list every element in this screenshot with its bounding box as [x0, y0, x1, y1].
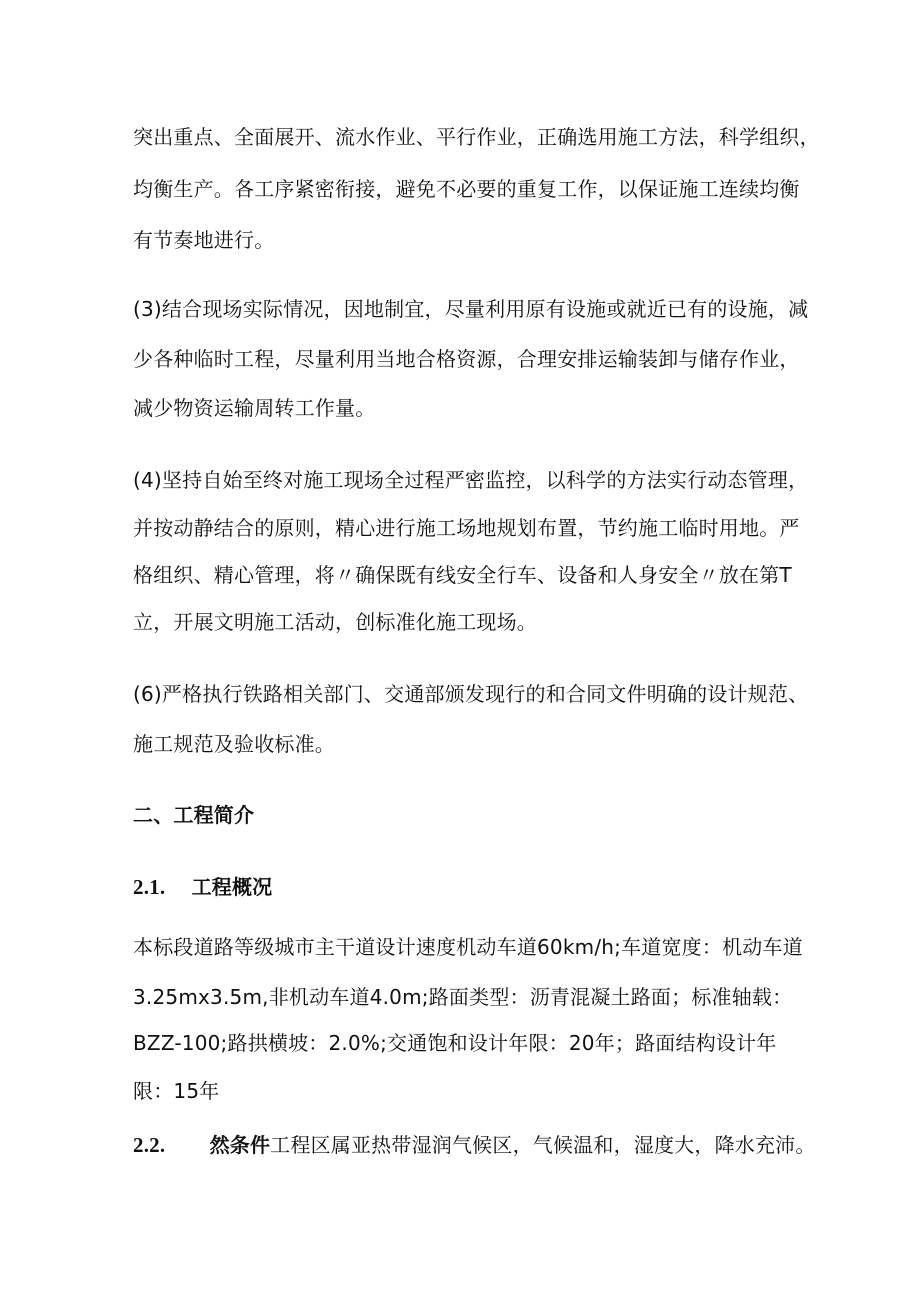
- paragraph-6-line: (6)严格执行铁路相关部门、交通部颁发现行的和合同文件明确的设计规范、: [133, 682, 809, 706]
- section-2-1-line: 3.25mx3.5m,非机动车道4.0m;路面类型：沥青混凝土路面；标准轴载：: [133, 985, 793, 1009]
- paragraph-intro-line: 突出重点、全面展开、流水作业、平行作业，正确选用施工方法，科学组织，: [133, 125, 820, 149]
- paragraph-intro-line: 均衡生产。各工序紧密衔接，避免不必要的重复工作，以保证施工连续均衡: [133, 177, 800, 201]
- subsection-number: 2.1.: [133, 875, 166, 899]
- section-heading: 二、工程简介: [133, 803, 255, 827]
- paragraph-4-line: (4)坚持自始至终对施工现场全过程严密监控，以科学的方法实行动态管理，: [133, 468, 809, 492]
- paragraph-3-line: 减少物资运输周转工作量。: [133, 396, 376, 420]
- paragraph-4-line: 立，开展文明施工活动，创标准化施工现场。: [133, 610, 537, 634]
- subsection-title: 然条件: [209, 1133, 271, 1157]
- paragraph-4-line: 并按动静结合的原则，精心进行施工场地规划布置，节约施工临时用地。严: [133, 516, 800, 540]
- section-2-1-line: 限：15年: [133, 1079, 220, 1103]
- subsection-heading-2-2: [133, 1131, 816, 1159]
- paragraph-intro-line: 有节奏地进行。: [133, 228, 275, 252]
- subsection-number: 2.2.: [133, 1133, 166, 1157]
- paragraph-4-line: 格组织、精心管理，将〃确保既有线安全行车、设备和人身安全〃放在第T: [133, 563, 792, 587]
- subsection-text: 工程区属亚热带湿润气候区，气候温和，湿度大，降水充沛。: [270, 1133, 816, 1157]
- subsection-title: 工程概况: [191, 875, 273, 899]
- paragraph-6-line: 施工规范及验收标准。: [133, 732, 335, 756]
- paragraph-3-line: (3)结合现场实际情况，因地制宜，尽量利用原有设施或就近已有的设施，减: [133, 297, 809, 321]
- section-2-1-line: 本标段道路等级城市主干道设计速度机动车道60km/h;车道宽度：机动车道: [133, 935, 803, 959]
- subsection-heading-2-1: [133, 873, 272, 901]
- section-2-1-line: BZZ-100;路拱横坡：2.0%;交通饱和设计年限：20年；路面结构设计年: [133, 1031, 777, 1055]
- paragraph-3-line: 少各种临时工程，尽量利用当地合格资源，合理安排运输装卸与储存作业，: [133, 347, 800, 371]
